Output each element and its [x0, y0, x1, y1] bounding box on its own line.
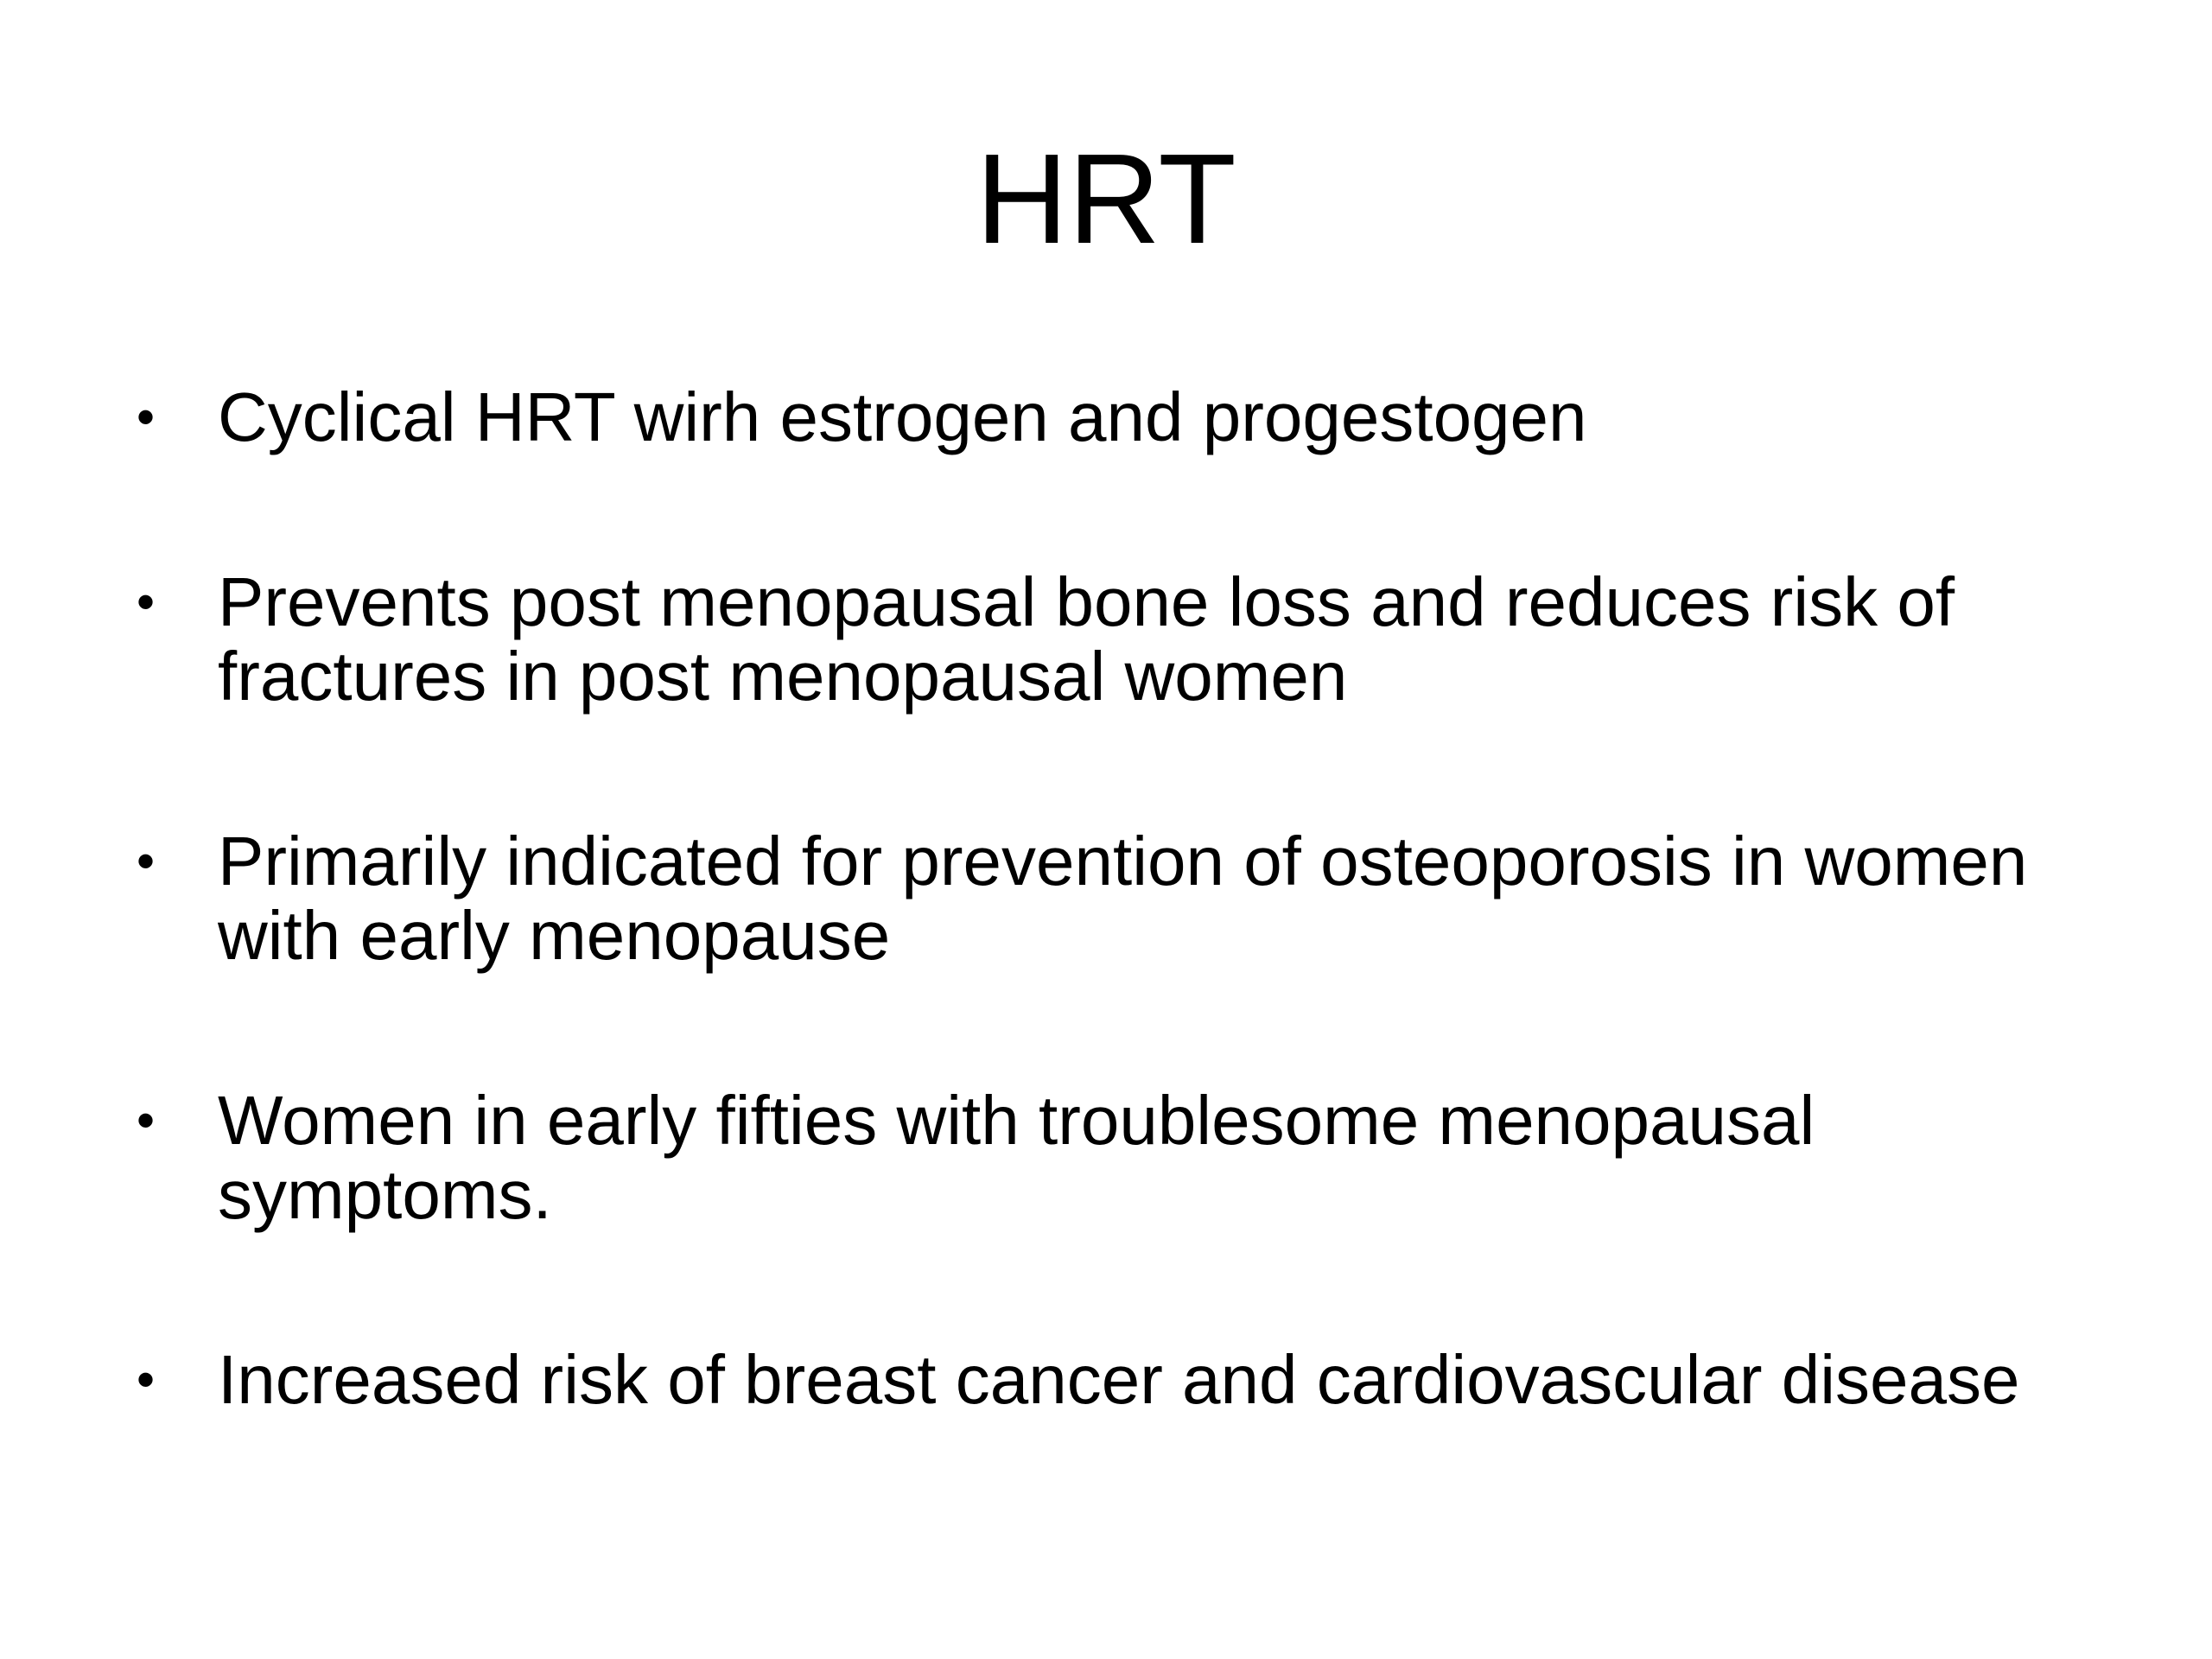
bullet-text: Increased risk of breast cancer and cardiovascular disease — [218, 1341, 2020, 1418]
bullet-item — [130, 1084, 2117, 1232]
bullet-text: Women in early fifties with troublesome menopausal symptoms. — [218, 1082, 1815, 1233]
bullet-text: Prevents post menopausal bone loss and reduces risk of fractures in post menopausal women — [218, 563, 1955, 715]
slide-title: HRT — [976, 128, 1236, 270]
bullet-text: Primarily indicated for prevention of osteoporosis in women with early menopause — [218, 823, 2028, 974]
bullet-dot-icon: • — [137, 573, 156, 631]
bullet-item — [130, 565, 2117, 714]
bullet-dot-icon: • — [137, 832, 156, 890]
bullet-text: Cyclical HRT wirh estrogen and progestogen — [218, 378, 1587, 455]
bullet-dot-icon: • — [137, 1351, 156, 1408]
bullet-item — [130, 380, 2117, 454]
bullet-item — [130, 1343, 2117, 1417]
bullet-dot-icon: • — [137, 1091, 156, 1149]
bullet-dot-icon: • — [137, 388, 156, 446]
bullet-item — [130, 824, 2117, 973]
bullet-list — [130, 380, 2117, 1528]
